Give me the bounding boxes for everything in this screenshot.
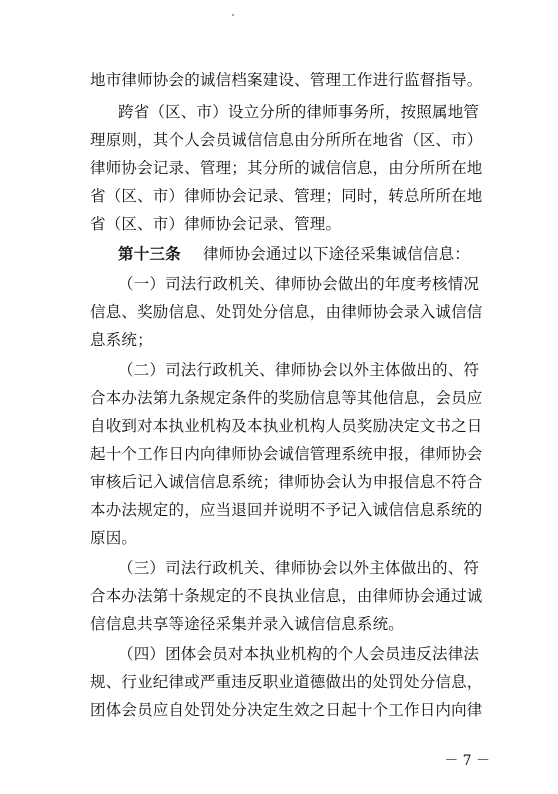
text-line: 规、行业纪律或严重违反职业道德做出的处罚处分信息， xyxy=(90,673,483,691)
text-line: 起十个工作日内向律师协会诚信管理系统申报，律师协会 xyxy=(90,445,483,463)
text-line: 省（区、市）律师协会记录、管理；同时，转总所所在地 xyxy=(90,187,483,205)
text-line: 原因。 xyxy=(90,529,138,547)
scan-speck xyxy=(232,14,234,16)
text-line: （三）司法行政机关、律师协会以外主体做出的、符 xyxy=(118,559,480,577)
text-line: 团体会员应自处罚处分决定生效之日起十个工作日内向律 xyxy=(90,701,483,719)
text-line: 审核后记入诚信信息系统；律师协会认为申报信息不符合 xyxy=(90,473,483,491)
text-line: 地市律师协会的诚信档案建设、管理工作进行监督指导。 xyxy=(90,71,483,89)
text-line: 自收到对本执业机构及本执业机构人员奖励决定文书之日 xyxy=(90,417,483,435)
page-number: － 7 － xyxy=(444,753,490,769)
article-line xyxy=(118,242,500,266)
text-line: 省（区、市）律师协会记录、管理。 xyxy=(90,215,342,233)
text-line: 信息、奖励信息、处罚处分信息，由律师协会录入诚信信 xyxy=(90,303,483,321)
text-line: 合本办法第十条规定的不良执业信息，由律师协会通过诚 xyxy=(90,587,483,605)
text-line: 跨省（区、市）设立分所的律师事务所，按照属地管 xyxy=(118,103,480,121)
text-line: （一）司法行政机关、律师协会做出的年度考核情况 xyxy=(118,275,480,293)
text-line: 信信息共享等途径采集并录入诚信信息系统。 xyxy=(90,615,405,633)
text-line: （二）司法行政机关、律师协会以外主体做出的、符 xyxy=(118,361,480,379)
text-line: （四）团体会员对本执业机构的个人会员违反法律法 xyxy=(118,645,480,663)
text-line: 理原则，其个人会员诚信信息由分所所在地省（区、市） xyxy=(90,131,483,149)
article-text: 律师协会通过以下途径采集诚信信息： xyxy=(203,245,470,263)
article-heading: 第十三条 xyxy=(118,244,181,263)
text-line: 本办法规定的，应当退回并说明不予记入诚信信息系统的 xyxy=(90,501,483,519)
text-line: 律师协会记录、管理；其分所的诚信信息，由分所所在地 xyxy=(90,159,483,177)
text-line: 合本办法第九条规定条件的奖励信息等其他信息，会员应 xyxy=(90,389,483,407)
text-line: 息系统； xyxy=(90,331,153,349)
